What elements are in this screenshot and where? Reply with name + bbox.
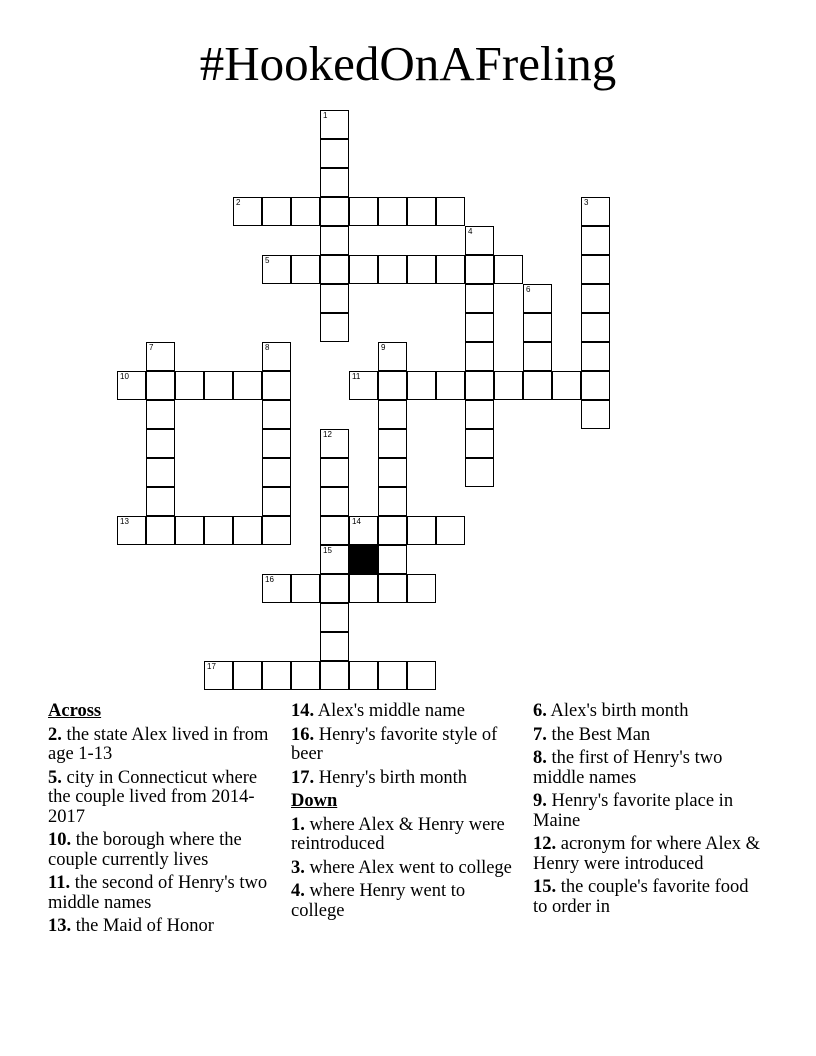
grid-cell[interactable] [320,110,349,139]
clue-number: 8 [265,343,270,352]
clue-label: 17. [291,767,315,788]
grid-cell[interactable] [407,197,436,226]
grid-cell[interactable] [117,516,146,545]
clue-number: 12 [323,430,332,439]
clue-label: 16. [291,724,315,745]
grid-cell[interactable] [320,545,349,574]
grid-cell[interactable] [378,255,407,284]
clue-label: 8. [533,748,547,768]
clue-number: 11 [352,372,361,381]
grid-cell[interactable] [349,197,378,226]
grid-cell[interactable] [349,255,378,284]
clue-text: Alex's middle name [314,701,465,721]
clue-label: 10. [48,830,72,850]
grid-cell[interactable] [291,574,320,603]
grid-cell[interactable] [262,574,291,603]
clue-text: Henry's birth month [314,767,467,788]
clue-text: city in Connecticut where the couple lived from 2014-2017 [48,767,258,827]
grid-cell[interactable] [204,371,233,400]
grid-cell[interactable] [523,284,552,313]
clue-item [533,792,765,831]
clue-number: 5 [265,256,270,265]
clue-number: 16 [265,575,274,584]
clue-text: acronym for where Alex & Henry were introduced [533,834,761,874]
clue-item [48,917,280,937]
clue-item [48,831,280,870]
clue-text: where Alex & Henry were reintroduced [291,814,505,854]
grid-cell[interactable] [146,487,175,516]
grid-cell[interactable] [146,342,175,371]
clue-item [533,726,765,746]
clue-label: 7. [533,724,547,745]
grid-cell[interactable] [146,400,175,429]
clue-text: the first of Henry's two middle names [533,748,723,788]
clue-item [291,769,523,789]
grid-cell[interactable] [349,516,378,545]
grid-cell[interactable] [320,197,349,226]
grid-cell[interactable] [436,197,465,226]
grid-cell[interactable] [320,255,349,284]
grid-cell[interactable] [320,139,349,168]
grid-cell[interactable] [291,661,320,690]
grid-cell[interactable] [494,255,523,284]
grid-cell[interactable] [378,661,407,690]
grid-cell[interactable] [262,342,291,371]
grid-cell[interactable] [146,458,175,487]
grid-cell[interactable] [320,603,349,632]
grid-cell[interactable] [581,284,610,313]
grid-cell[interactable] [262,197,291,226]
page-title: #HookedOnAFreling [199,36,617,91]
clue-number: 2 [236,198,241,207]
grid-cell[interactable] [378,458,407,487]
grid-cell[interactable] [262,487,291,516]
grid-cell[interactable] [262,255,291,284]
clue-number: 10 [120,372,129,381]
grid-cell[interactable] [465,429,494,458]
grid-cell[interactable] [349,574,378,603]
clue-number: 4 [468,227,473,236]
clue-label: 1. [291,814,305,835]
clue-label: 6. [533,701,547,721]
grid-cell[interactable] [320,226,349,255]
grid-cell[interactable] [204,661,233,690]
grid-cell[interactable] [378,429,407,458]
section-heading: Across [48,701,102,721]
shaded-cell [349,545,378,574]
grid-cell[interactable] [523,371,552,400]
clue-column-2 [291,702,523,925]
clue-number: 7 [149,343,154,352]
grid-cell[interactable] [262,371,291,400]
grid-cell[interactable] [320,284,349,313]
grid-cell[interactable] [262,429,291,458]
grid-cell[interactable] [436,371,465,400]
grid-cell[interactable] [378,371,407,400]
grid-cell[interactable] [117,371,146,400]
grid-cell[interactable] [407,516,436,545]
clue-text: Alex's birth month [546,701,689,721]
grid-cell[interactable] [175,516,204,545]
clue-number: 17 [207,662,216,671]
grid-cell[interactable] [320,574,349,603]
clue-label: 11. [48,873,71,893]
grid-cell[interactable] [378,516,407,545]
section-heading: Down [291,791,338,811]
grid-cell[interactable] [320,429,349,458]
grid-cell[interactable] [146,516,175,545]
clue-label: 14. [291,701,315,721]
grid-cell[interactable] [262,661,291,690]
grid-cell[interactable] [291,255,320,284]
grid-cell[interactable] [581,226,610,255]
grid-cell[interactable] [465,313,494,342]
clue-item [291,859,523,879]
clue-number: 14 [352,517,361,526]
clue-item [291,702,523,722]
clue-label: 9. [533,791,547,811]
clue-label: 2. [48,724,62,745]
clue-item [533,749,765,788]
clue-label: 13. [48,916,72,936]
grid-cell[interactable] [465,458,494,487]
grid-cell[interactable] [320,168,349,197]
grid-cell[interactable] [465,255,494,284]
clue-text: the Maid of Honor [71,916,214,936]
grid-cell[interactable] [465,284,494,313]
clue-text: the borough where the couple currently lives [48,830,242,870]
clue-item [48,726,280,765]
grid-cell[interactable] [233,371,262,400]
clue-item [48,874,280,913]
clue-text: the second of Henry's two middle names [48,873,268,913]
clue-text: the couple's favorite food to order in [533,877,749,917]
clue-label: 4. [291,881,305,901]
grid-cell[interactable] [291,197,320,226]
clue-label: 12. [533,834,557,854]
grid-cell[interactable] [552,371,581,400]
grid-cell[interactable] [581,400,610,429]
grid-cell[interactable] [523,313,552,342]
grid-cell[interactable] [465,400,494,429]
clue-label: 5. [48,767,62,788]
clue-text: where Henry went to college [291,881,466,921]
clue-number: 1 [323,111,328,120]
clue-item [291,882,523,921]
grid-cell[interactable] [465,342,494,371]
clue-column-1 [48,702,280,941]
grid-cell[interactable] [146,371,175,400]
grid-cell[interactable] [494,371,523,400]
clue-text: the state Alex lived in from age 1-13 [48,724,269,764]
grid-cell[interactable] [320,313,349,342]
clue-item [533,835,765,874]
grid-cell[interactable] [320,487,349,516]
clue-text: Henry's favorite place in Maine [533,791,734,831]
grid-cell[interactable] [581,371,610,400]
grid-cell[interactable] [233,516,262,545]
grid-cell[interactable] [233,197,262,226]
grid-cell[interactable] [465,371,494,400]
grid-cell[interactable] [320,661,349,690]
grid-cell[interactable] [349,661,378,690]
grid-cell[interactable] [407,574,436,603]
grid-cell[interactable] [320,516,349,545]
grid-cell[interactable] [378,574,407,603]
grid-cell[interactable] [378,197,407,226]
grid-cell[interactable] [349,371,378,400]
grid-cell[interactable] [146,429,175,458]
clue-text: the Best Man [546,724,651,745]
grid-cell[interactable] [175,371,204,400]
clue-text: Henry's favorite style of beer [291,724,498,764]
clue-number: 3 [584,198,589,207]
clue-number: 6 [526,285,531,294]
grid-cell[interactable] [523,342,552,371]
grid-cell[interactable] [262,516,291,545]
grid-cell[interactable] [407,255,436,284]
clue-text: where Alex went to college [304,857,512,878]
grid-cell[interactable] [581,255,610,284]
grid-cell[interactable] [581,342,610,371]
clue-number: 9 [381,343,386,352]
clue-item [291,816,523,855]
clue-item [533,878,765,917]
grid-cell[interactable] [204,516,233,545]
grid-cell[interactable] [581,197,610,226]
clue-item [291,726,523,765]
grid-cell[interactable] [581,313,610,342]
grid-cell[interactable] [378,545,407,574]
clue-column-3 [533,702,765,921]
grid-cell[interactable] [320,458,349,487]
grid-cell[interactable] [407,371,436,400]
grid-cell[interactable] [262,400,291,429]
grid-cell[interactable] [378,342,407,371]
grid-cell[interactable] [465,226,494,255]
clue-number: 13 [120,517,129,526]
grid-cell[interactable] [436,516,465,545]
grid-cell[interactable] [262,458,291,487]
grid-cell[interactable] [233,661,262,690]
grid-cell[interactable] [378,400,407,429]
grid-cell[interactable] [436,255,465,284]
grid-cell[interactable] [407,661,436,690]
clue-item [533,702,765,722]
clue-label: 15. [533,877,557,897]
clue-number: 15 [323,546,332,555]
grid-cell[interactable] [378,487,407,516]
clue-item [48,769,280,828]
grid-cell[interactable] [320,632,349,661]
clue-label: 3. [291,857,305,878]
